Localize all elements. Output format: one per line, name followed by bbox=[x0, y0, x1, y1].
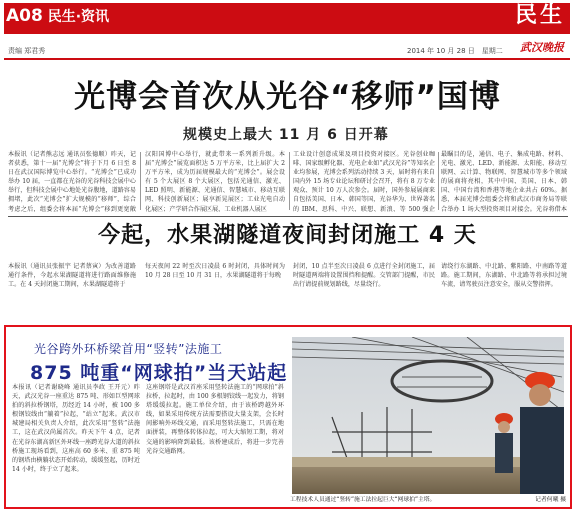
column-divider bbox=[438, 152, 439, 210]
story3-column-2: 这座钢塔是武汉首座采用竖转法施工的“网球拍”斜拉桥，拉起时，由 100 多根钢铰线一起发力，将钢塔缓缓拉起。施工单位介绍，由于该桥跨越外环线，如果采用传统方法需要搭设大量支架，会长时间影响外环线交通，而采用竖转法施工，只需在地面拼装，再整体转体拉起，可大大缩短工期，将对交通的影响降到最低。该桥建成后，将进一步完善光谷交通路网。 bbox=[146, 384, 284, 455]
photo-credit: 记者何曦 摄 bbox=[535, 497, 566, 503]
story3-kicker: 光谷跨外环桥梁首用“竖转”法施工 bbox=[34, 342, 223, 356]
story1-headline: 光博会首次从光谷“移师”国博 bbox=[74, 79, 501, 115]
story2-headline: 今起，水果湖隧道夜间封闭施工 4 天 bbox=[98, 223, 477, 248]
section-label bbox=[6, 6, 109, 26]
story2-column-4: 请绕行东湖路、中北路、紫阳路、中南路等道路。施工期间，东湖路、中北路等将承担过境车流，请驾驶员注意安全，服从交警指挥。 bbox=[441, 263, 567, 289]
story1-column-4: 最瞩目的是，通信、电子、集成电路、材料、光电、激光、LED、新能源、太阳能、移动互联网、云计算、物联网、智慧城市等多个领域的展商将亮相，其中中国、美国、日本、韩国、中国台湾和香港等地企业共占 60%。据悉，本届光博会组委会将和武汉市商务局等联合举办 1 场大型投资项目对接会。光谷将借本 bbox=[441, 151, 567, 212]
editor-credit: 责编 郑君秀 bbox=[8, 47, 46, 55]
newspaper-brand: 武汉晚报 bbox=[520, 41, 564, 54]
column-divider bbox=[140, 152, 141, 210]
section-code: A08 bbox=[6, 6, 43, 26]
photo-illustration bbox=[292, 337, 564, 494]
story3-headline: 875 吨重“网球拍”当天站起 bbox=[30, 362, 288, 384]
meta-line bbox=[4, 36, 570, 60]
story2-column-1: 本报讯（通讯员张振宇 记者蔡寅）为改善道路通行条件，今起水果湖隧道将进行路面维修施工。在 4 天封闭施工期间，水果湖隧道将于 bbox=[8, 263, 136, 289]
story3-column-1: 本报讯（记者谢晓峰 通讯员李政 王开元）昨天，武汉光谷一座重达 875 吨、形如巨型网球拍的斜拉桥钢塔，历经近 14 小时，被 100 多根钢铰线由“躺着”拉起，“站立”起来。武汉市城建局相关负责人介绍，此次采用“竖转”法施工，这在武汉尚属首次。昨天下午 4 点，记者在光谷东湖高新区外环线一座跨光谷大道的斜拉桥施工现场看到，这座高 60 多米、重 875 吨的钢塔由横躺状态开始转动，缓缓竖起，历时近 14 小时，终于立了起来。 bbox=[12, 384, 140, 473]
photo-caption-text: 工程技术人员通过“竖转”施工法拉起巨大“网球拍”主塔。 bbox=[290, 497, 436, 503]
column-divider bbox=[289, 152, 290, 210]
story1-column-3: 工业设计创意成果及项目投资对接区。光谷创业咖啡、国家级孵化器、光电企业如“武汉光谷”等知名企业均参展，光博会系列活动持续 3 天，届时将有来自国内外 15 场专业论坛和研讨会召开，将有 8 万专业观众、预计 10 万人次参会。届时，国外参展展商来自包括美国、日本、韩国等国，光谷华为、世界著名的 IBM、思科、中兴、联想、新浪、等 500 强企 bbox=[293, 151, 435, 212]
photo-caption bbox=[290, 494, 566, 506]
story2-column-3: 封闭，10 点半至次日凌晨 6 点进行全封闭施工，届时隧道两端将设置围挡和提醒。交管部门提醒，市民出行请提前规划路线，尽量绕行。 bbox=[293, 263, 435, 289]
story1-column-1: 本报讯（记者熊志远 通讯员张德顺）昨天，记者获悉，第十一届“光博会”将于下月 6 日至 8 日在武汉国际博览中心举行。“光博会”已成功举办 10 届，一直都在光谷的光谷科技会展中心举行，但科技会展中心地处光谷腹地，道路容易拥堵，此次“光博会”扩大规模的“移师”，综合考虑之后，组委会将本届“光博会”移到更宽敞 bbox=[8, 151, 136, 212]
section-banner: 民生 bbox=[514, 3, 565, 28]
issue-date: 2014 年 10 月 28 日 星期二 bbox=[407, 47, 503, 55]
section-divider bbox=[8, 216, 568, 217]
story2-column-2: 每天夜间 22 时至次日凌晨 6 时封闭，具体时间为 10 月 28 日至 10 月 31 日，水果湖隧道将于每晚 bbox=[145, 263, 285, 280]
story1-subhead: 规模史上最大 11 月 6 日开幕 bbox=[183, 127, 389, 143]
bridge-tower-photo bbox=[292, 337, 564, 494]
section-name: 民生·资讯 bbox=[47, 9, 110, 25]
story1-column-2: 汉阳国博中心举行，就此带来一系列新升级。本届“光博会”展览面积达 5 万平方米，比上届扩大 2 万平方米，成为历届规模最大的“光博会”。展会设有 5 个大展区 8 个大展区，包括光通信、激光、LED 照明、新能源、光通信、智慧城市、移动互联网、科技创新展区；展享新晃展区；工业光电自动化展区；产学研合作展区展，工业机器人展区 bbox=[145, 151, 285, 212]
